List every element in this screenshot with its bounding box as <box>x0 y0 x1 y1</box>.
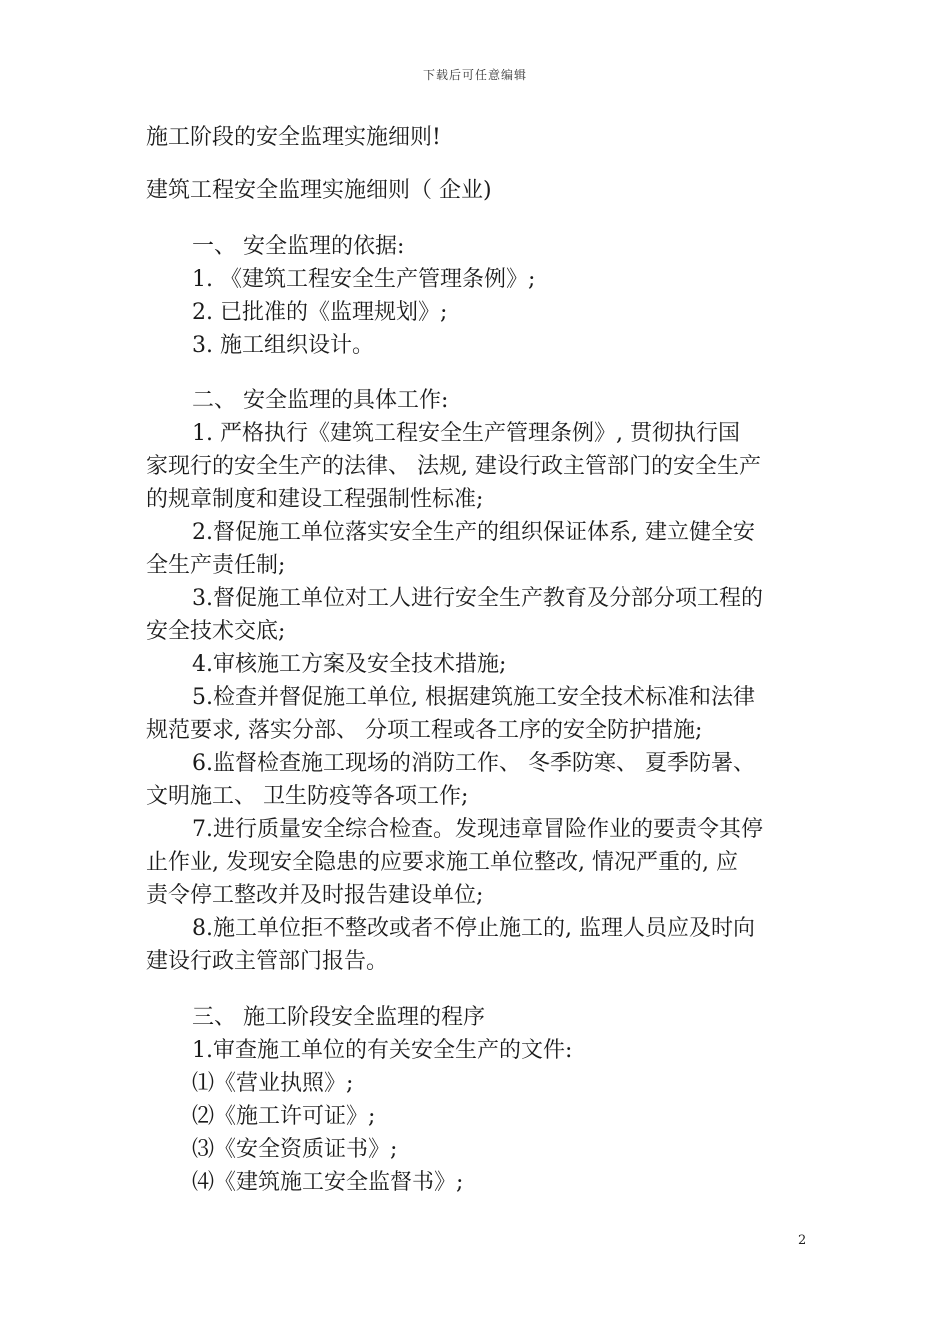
section-3-line: ⑶《安全资质证书》; <box>192 1137 398 1162</box>
section-1-heading: 一、 安全监理的依据: <box>192 234 405 259</box>
section-2-line: 的规章制度和建设工程强制性标准; <box>146 487 484 512</box>
section-2-line: 责令停工整改并及时报告建设单位; <box>146 883 484 908</box>
section-3-line: 1.审查施工单位的有关安全生产的文件: <box>192 1038 573 1063</box>
section-2-line: 8.施工单位拒不整改或者不停止施工的, 监理人员应及时向 <box>192 916 755 941</box>
section-2-line: 建设行政主管部门报告。 <box>146 949 389 974</box>
section-1-item: 2. 已批准的《监理规划》; <box>192 300 448 325</box>
document-subtitle: 建筑工程安全监理实施细则（ 企业) <box>146 178 492 203</box>
section-1-item: 1. 《建筑工程安全生产管理条例》; <box>192 267 536 292</box>
section-2-line: 3.督促施工单位对工人进行安全生产教育及分部分项工程的 <box>192 586 763 611</box>
section-2-line: 规范要求, 落实分部、 分项工程或各工序的安全防护措施; <box>146 718 703 743</box>
section-2-heading: 二、 安全监理的具体工作: <box>192 388 449 413</box>
section-3-line: ⑴《营业执照》; <box>192 1071 354 1096</box>
section-2-line: 全生产责任制; <box>146 553 286 578</box>
section-3-heading: 三、 施工阶段安全监理的程序 <box>192 1005 485 1030</box>
section-2-line: 文明施工、 卫生防疫等各项工作; <box>146 784 469 809</box>
section-2-line: 6.监督检查施工现场的消防工作、 冬季防寒、 夏季防暑、 <box>192 751 755 776</box>
section-2-line: 安全技术交底; <box>146 619 286 644</box>
section-2-line: 2.督促施工单位落实安全生产的组织保证体系, 建立健全安 <box>192 520 755 545</box>
section-2-line: 家现行的安全生产的法律、 法规, 建设行政主管部门的安全生产 <box>146 454 761 479</box>
section-2-line: 止作业, 发现安全隐患的应要求施工单位整改, 情况严重的, 应 <box>146 850 738 875</box>
section-1-item: 3. 施工组织设计。 <box>192 333 374 358</box>
section-3-line: ⑵《施工许可证》; <box>192 1104 376 1129</box>
section-2-line: 7.进行质量安全综合检查。发现违章冒险作业的要责令其停 <box>192 817 763 842</box>
section-3-line: ⑷《建筑施工安全监督书》; <box>192 1170 464 1195</box>
section-2-line: 4.审核施工方案及安全技术措施; <box>192 652 507 677</box>
section-2-line: 1. 严格执行《建筑工程安全生产管理条例》, 贯彻执行国 <box>192 421 740 446</box>
page-header: 下载后可任意编辑 <box>422 68 527 82</box>
page-number: 2 <box>798 1233 807 1248</box>
document-title: 施工阶段的安全监理实施细则! <box>146 125 441 150</box>
section-2-line: 5.检查并督促施工单位, 根据建筑施工安全技术标准和法律 <box>192 685 755 710</box>
